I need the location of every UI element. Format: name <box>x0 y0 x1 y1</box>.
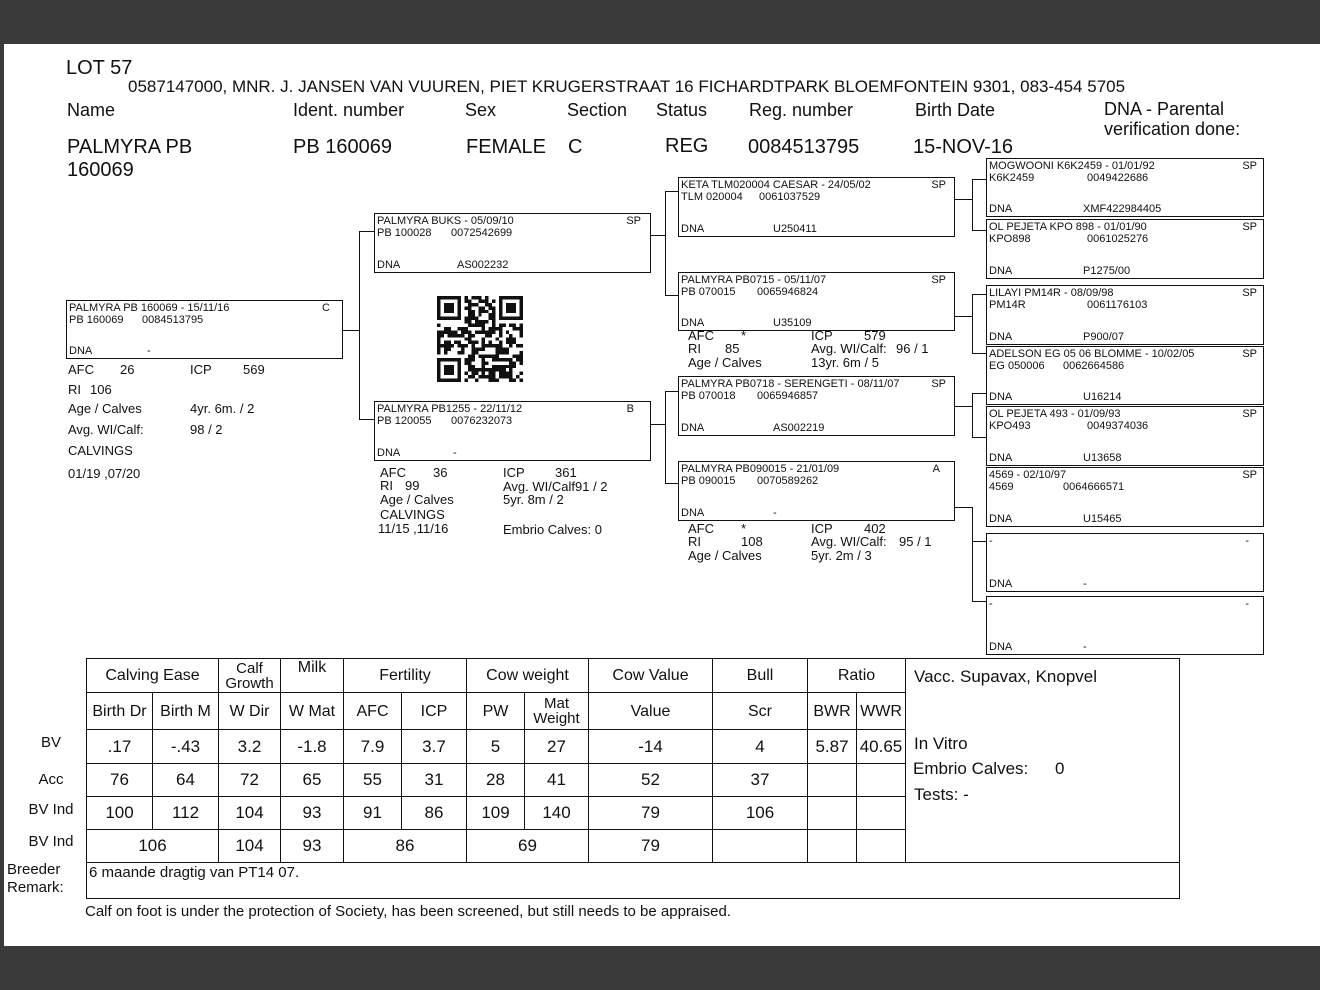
sub-birth-m: Birth M <box>153 693 219 730</box>
grandparent-box-1 <box>678 177 955 237</box>
dam-box <box>374 401 651 461</box>
owner-line: 0587147000, MNR. J. JANSEN VAN VUUREN, PIET KRUGERSTRAAT 16 FICHARDTPARK BLOEMFONTEIN 9301, 083-454 5705 <box>128 77 1126 96</box>
remark-row <box>87 863 1180 899</box>
ggp6-class: SP <box>1242 469 1257 481</box>
group-calving-ease: Calving Ease <box>87 659 219 693</box>
ggp5-dna-label: DNA <box>989 452 1013 464</box>
great-grandparent-box-4 <box>986 346 1264 405</box>
dam-dna-value: - <box>453 447 457 459</box>
ggp4-title: ADELSON EG 05 06 BLOMME - 10/02/05 <box>989 348 1195 360</box>
acc-cell: 31 <box>402 764 467 797</box>
gp2-icp: 579 <box>864 328 886 343</box>
pedigree-certificate <box>4 44 1320 946</box>
sub-birth-dr: Birth Dr <box>87 693 153 730</box>
ggp8-dna-value: - <box>1083 641 1087 653</box>
qr-code-icon <box>434 296 526 382</box>
dam-afc-label: AFC <box>380 465 406 480</box>
animal-ident: PB 160069 <box>293 136 392 158</box>
sub-pw: PW <box>467 693 525 730</box>
sub-icp: ICP <box>402 693 467 730</box>
gp4-dna-value: - <box>773 507 777 519</box>
header-dna-2: verification done: <box>1104 119 1241 139</box>
acc-cell: 28 <box>467 764 525 797</box>
footer-note: Calf on foot is under the protection of Society, has been screened, but still needs to be appraised. <box>85 903 731 920</box>
ggp1-title: MOGWOONI K6K2459 - 01/01/92 <box>989 160 1155 172</box>
animal-name: PALMYRA PB <box>67 136 193 158</box>
ggp6-title: 4569 - 02/10/97 <box>989 469 1067 481</box>
great-grandparent-box-8 <box>986 596 1264 655</box>
dam-wi: Avg. WI/Calf91 / 2 <box>503 479 608 494</box>
row-label-bv: BV <box>40 734 61 751</box>
bv-ind-cell: 109 <box>467 797 525 830</box>
gp3-class: SP <box>931 378 946 390</box>
dam-class: B <box>626 403 634 415</box>
gp4-wi-label: Avg. WI/Calf: <box>811 534 887 549</box>
gp4-icp-label: ICP <box>811 521 833 536</box>
great-grandparent-box-3 <box>986 285 1264 345</box>
sire-class: SP <box>626 215 641 227</box>
ggp2-dna-label: DNA <box>989 265 1013 277</box>
ggp5-id: KPO493 <box>989 420 1031 432</box>
ggp7-dna-label: DNA <box>989 578 1013 590</box>
gp2-class: SP <box>931 274 946 286</box>
ggp1-dna-label: DNA <box>989 203 1013 215</box>
gp4-id: PB 090015 <box>681 475 736 487</box>
bv-ind-cell: 91 <box>344 797 402 830</box>
acc-cell <box>857 764 906 797</box>
ggp6-reg: 0064666571 <box>1063 481 1125 493</box>
ggp6-id: 4569 <box>989 481 1014 493</box>
header-ident: Ident. number <box>293 100 405 120</box>
dam-ri: 99 <box>405 478 420 493</box>
dam-icp-label: ICP <box>503 465 525 480</box>
subject-reg: 0084513795 <box>142 314 204 326</box>
gp1-dna-value: U250411 <box>773 223 817 235</box>
bv-cell: 4 <box>713 730 808 764</box>
gp4-afc-label: AFC <box>688 521 714 536</box>
subject-box <box>66 300 343 359</box>
bv-ind-combined-cell: 106 <box>87 830 219 863</box>
bv-ind-combined-cell: 79 <box>589 830 713 863</box>
bv-ind-cell: 104 <box>219 797 281 830</box>
sire-reg: 0072542699 <box>451 227 513 239</box>
subject-dna-value: - <box>147 345 151 357</box>
ggp4-id: EG 050006 <box>989 360 1045 372</box>
sub-mat-weight: Mat Weight <box>525 693 589 730</box>
performance-table <box>86 658 1180 899</box>
gp4-class: A <box>932 463 940 475</box>
subject-title: PALMYRA PB 160069 - 15/11/16 <box>69 302 230 314</box>
header-section: Section <box>567 100 628 120</box>
bv-cell: .17 <box>87 730 153 764</box>
ggp5-reg: 0049374036 <box>1087 420 1149 432</box>
dam-reg: 0076232073 <box>451 415 513 427</box>
sire-dna-value: AS002232 <box>457 259 509 271</box>
ggp5-title: OL PEJETA 493 - 01/09/93 <box>989 408 1121 420</box>
bv-cell: -.43 <box>153 730 219 764</box>
breeder-label: Breeder <box>7 861 61 878</box>
notes-cell <box>906 659 1180 863</box>
subject-dna-label: DNA <box>69 345 93 357</box>
group-ratio: Ratio <box>808 659 906 693</box>
remark-label: Remark: <box>7 879 64 896</box>
gp3-dna-value: AS002219 <box>773 422 825 434</box>
gp2-icp-label: ICP <box>811 328 833 343</box>
gp2-dna-label: DNA <box>681 317 705 329</box>
animal-birth: 15-NOV-16 <box>913 136 1014 158</box>
ggp3-id: PM14R <box>989 299 1026 311</box>
dam-title: PALMYRA PB1255 - 22/11/12 <box>377 403 523 415</box>
gp1-reg: 0061037529 <box>759 191 821 203</box>
bv-cell: 7.9 <box>344 730 402 764</box>
subject-id: PB 160069 <box>69 314 124 326</box>
group-milk: Milk <box>281 659 344 693</box>
in-vitro-label: In Vitro <box>914 734 968 753</box>
ggp4-reg: 0062664586 <box>1063 360 1125 372</box>
acc-cell: 76 <box>87 764 153 797</box>
ggp2-reg: 0061025276 <box>1087 233 1149 245</box>
header-status: Status <box>656 100 708 120</box>
subject-afc-label: AFC <box>68 362 94 377</box>
gp2-reg: 0065946824 <box>757 286 819 298</box>
header-sex: Sex <box>465 100 497 120</box>
grandparent-box-3 <box>678 376 955 436</box>
dam-afc: 36 <box>433 465 448 480</box>
gp2-id: PB 070015 <box>681 286 736 298</box>
ggp7-dna-value: - <box>1083 578 1087 590</box>
ggp7-class: - <box>1245 535 1249 547</box>
bv-cell: 3.7 <box>402 730 467 764</box>
bv-ind-combined-cell: 104 <box>219 830 281 863</box>
great-grandparent-box-1 <box>986 158 1264 217</box>
bv-ind-cell: 93 <box>281 797 344 830</box>
gp2-age: 13yr. 6m / 5 <box>811 355 879 370</box>
sire-box <box>374 213 651 273</box>
acc-cell: 72 <box>219 764 281 797</box>
dam-id: PB 120055 <box>377 415 432 427</box>
ggp2-id: KPO898 <box>989 233 1031 245</box>
bv-ind-combined-cell <box>713 830 808 863</box>
bv-ind-combined-cell: 86 <box>344 830 467 863</box>
gp4-ri: 108 <box>741 534 763 549</box>
gp3-title: PALMYRA PB0718 - SERENGETI - 08/11/07 <box>681 378 900 390</box>
bv-ind-cell: 79 <box>589 797 713 830</box>
gp4-afc: * <box>741 521 747 536</box>
gp2-afc: * <box>741 328 747 343</box>
bv-cell: 5.87 <box>808 730 857 764</box>
sub-w-dir: W Dir <box>219 693 281 730</box>
bv-cell: 27 <box>525 730 589 764</box>
dam-calvings-label: CALVINGS <box>380 507 445 522</box>
subject-calvings: 01/19 ,07/20 <box>68 466 141 481</box>
group-cow-value: Cow Value <box>589 659 713 693</box>
sire-id: PB 100028 <box>377 227 432 239</box>
sub-w-mat: W Mat <box>281 693 344 730</box>
animal-reg: 0084513795 <box>748 136 860 158</box>
bv-ind-combined-cell: 69 <box>467 830 589 863</box>
ggp8-class: - <box>1245 598 1249 610</box>
header-name: Name <box>67 100 116 120</box>
ggp3-dna-value: P900/07 <box>1083 331 1124 343</box>
header-birth: Birth Date <box>915 100 996 120</box>
gp4-age: 5yr. 2m / 3 <box>811 548 872 563</box>
subject-ri-label: RI <box>68 382 81 397</box>
great-grandparent-box-2 <box>986 219 1264 279</box>
ggp3-reg: 0061176103 <box>1087 299 1148 311</box>
ggp5-class: SP <box>1242 408 1257 420</box>
ggp3-class: SP <box>1242 287 1257 299</box>
dam-age-label: Age / Calves <box>380 492 454 507</box>
tests-note: Tests: - <box>914 785 969 804</box>
subject-afc: 26 <box>120 362 135 377</box>
gp2-title: PALMYRA PB0715 - 05/11/07 <box>681 274 827 286</box>
dam-dna-label: DNA <box>377 447 401 459</box>
ggp6-dna-label: DNA <box>989 513 1013 525</box>
gp1-class: SP <box>931 179 946 191</box>
gp4-icp: 402 <box>864 521 886 536</box>
bv-ind-cell: 140 <box>525 797 589 830</box>
ggp2-class: SP <box>1242 221 1257 233</box>
row-label-bv-ind-2: BV Ind <box>28 833 74 850</box>
bv-ind-combined-cell: 93 <box>281 830 344 863</box>
ggp4-dna-value: U16214 <box>1083 391 1122 403</box>
bv-cell: 5 <box>467 730 525 764</box>
group-bull: Bull <box>713 659 808 693</box>
subject-wi: 98 / 2 <box>190 422 223 437</box>
header-dna-1: DNA - Parental <box>1104 99 1225 119</box>
animal-name-2: 160069 <box>67 159 134 181</box>
animal-section: C <box>568 136 583 158</box>
bv-cell: 40.65 <box>857 730 906 764</box>
gp3-reg: 0065946857 <box>757 390 819 402</box>
ggp5-dna-value: U13658 <box>1083 452 1122 464</box>
gp1-title: KETA TLM020004 CAESAR - 24/05/02 <box>681 179 871 191</box>
grandparent-box-4 <box>678 461 955 521</box>
animal-sex: FEMALE <box>466 136 547 158</box>
gp4-ri-label: RI <box>688 534 701 549</box>
great-grandparent-box-5 <box>986 406 1264 466</box>
header-reg: Reg. number <box>749 100 854 120</box>
gp1-dna-label: DNA <box>681 223 705 235</box>
bv-cell: 3.2 <box>219 730 281 764</box>
gp2-afc-label: AFC <box>688 328 714 343</box>
acc-cell: 64 <box>153 764 219 797</box>
subject-class: C <box>322 302 330 314</box>
acc-cell: 52 <box>589 764 713 797</box>
acc-cell: 37 <box>713 764 808 797</box>
acc-cell: 55 <box>344 764 402 797</box>
gp2-wi: 96 / 1 <box>896 341 929 356</box>
subject-icp-label: ICP <box>190 362 212 377</box>
animal-status: REG <box>665 135 709 157</box>
sub-afc: AFC <box>344 693 402 730</box>
gp2-ri-label: RI <box>688 341 701 356</box>
ggp3-dna-label: DNA <box>989 331 1013 343</box>
bv-ind-combined-cell <box>857 830 906 863</box>
ggp7-title: - <box>989 535 993 547</box>
sub-value: Value <box>589 693 713 730</box>
subject-age: 4yr. 6m. / 2 <box>190 401 255 416</box>
dam-calvings: 11/15 ,11/16 <box>378 521 449 536</box>
gp2-ri: 85 <box>725 341 740 356</box>
ggp8-title: - <box>989 598 993 610</box>
ggp2-title: OL PEJETA KPO 898 - 01/01/90 <box>989 221 1147 233</box>
embrio-calves-value: 0 <box>1055 759 1065 778</box>
group-fertility: Fertility <box>344 659 467 693</box>
group-calf-growth: Calf Growth <box>219 659 281 693</box>
gp4-age-label: Age / Calves <box>688 548 762 563</box>
subject-age-label: Age / Calves <box>68 401 142 416</box>
embrio-calves-label: Embrio Calves: <box>913 759 1029 778</box>
grandparent-box-2 <box>678 272 955 331</box>
gp4-wi: 95 / 1 <box>899 534 932 549</box>
dam-age: 5yr. 8m / 2 <box>503 492 564 507</box>
subject-calvings-label: CALVINGS <box>68 443 133 458</box>
bv-cell: -1.8 <box>281 730 344 764</box>
gp2-dna-value: U35109 <box>773 317 812 329</box>
bv-cell: -14 <box>589 730 713 764</box>
great-grandparent-box-6 <box>986 467 1264 527</box>
ggp1-dna-value: XMF422984405 <box>1083 203 1162 215</box>
gp2-age-label: Age / Calves <box>688 355 762 370</box>
row-label-acc: Acc <box>38 771 64 788</box>
row-label-bv-ind: BV Ind <box>28 801 74 818</box>
bv-ind-cell <box>808 797 857 830</box>
bv-ind-cell: 100 <box>87 797 153 830</box>
gp3-id: PB 070018 <box>681 390 736 402</box>
sire-title: PALMYRA BUKS - 05/09/10 <box>377 215 514 227</box>
ggp3-title: LILAYI PM14R - 08/09/98 <box>989 287 1114 299</box>
dam-embrio: Embrio Calves: 0 <box>503 522 602 537</box>
ggp1-reg: 0049422686 <box>1087 172 1149 184</box>
gp4-title: PALMYRA PB090015 - 21/01/09 <box>681 463 840 475</box>
acc-cell: 41 <box>525 764 589 797</box>
subject-icp: 569 <box>243 362 265 377</box>
vaccination-note: Vacc. Supavax, Knopvel <box>914 667 1098 686</box>
bv-ind-cell <box>857 797 906 830</box>
gp4-dna-label: DNA <box>681 507 705 519</box>
dam-icp: 361 <box>555 465 577 480</box>
gp4-reg: 0070589262 <box>757 475 819 487</box>
breeder-remark: 6 maande dragtig van PT14 07. <box>87 863 1180 899</box>
ggp6-dna-value: U15465 <box>1083 513 1122 525</box>
great-grandparent-box-7 <box>986 533 1264 592</box>
bv-ind-cell: 112 <box>153 797 219 830</box>
ggp4-class: SP <box>1242 348 1257 360</box>
gp3-dna-label: DNA <box>681 422 705 434</box>
sub-wwr: WWR <box>857 693 906 730</box>
acc-cell: 65 <box>281 764 344 797</box>
lot-number: LOT 57 <box>66 57 133 79</box>
subject-ri: 106 <box>90 382 112 397</box>
dam-ri-label: RI <box>380 478 393 493</box>
bv-ind-cell: 106 <box>713 797 808 830</box>
sub-scr: Scr <box>713 693 808 730</box>
ggp2-dna-value: P1275/00 <box>1083 265 1131 277</box>
bv-ind-cell: 86 <box>402 797 467 830</box>
gp2-wi-label: Avg. WI/Calf: <box>811 341 887 356</box>
ggp8-dna-label: DNA <box>989 641 1013 653</box>
bv-ind-combined-cell <box>808 830 857 863</box>
ggp1-class: SP <box>1242 160 1257 172</box>
gp1-id: TLM 020004 <box>681 191 743 203</box>
subject-wi-label: Avg. WI/Calf: <box>68 422 144 437</box>
group-cow-weight: Cow weight <box>467 659 589 693</box>
ggp4-dna-label: DNA <box>989 391 1013 403</box>
acc-cell <box>808 764 857 797</box>
sub-bwr: BWR <box>808 693 857 730</box>
sire-dna-label: DNA <box>377 259 401 271</box>
ggp1-id: K6K2459 <box>989 172 1035 184</box>
